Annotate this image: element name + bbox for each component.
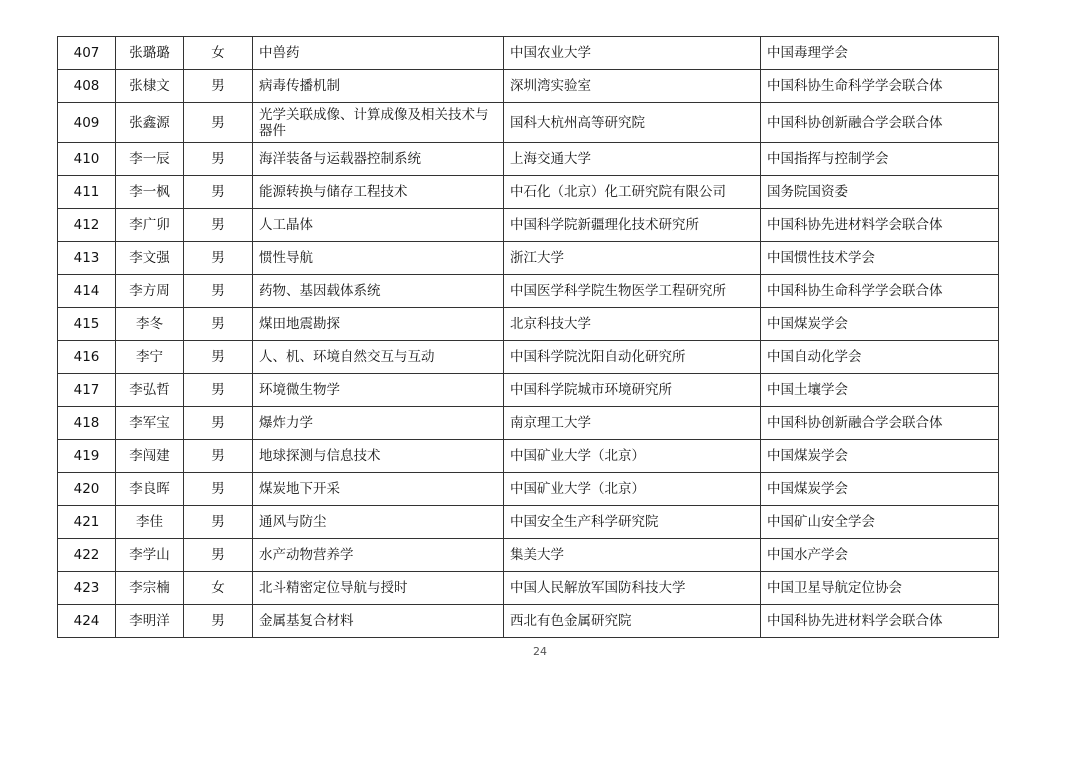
gender-cell: 男 <box>184 103 253 143</box>
row-number-cell: 407 <box>58 37 116 70</box>
gender-cell: 女 <box>184 37 253 70</box>
table-row <box>58 275 999 308</box>
field-cell: 爆炸力学 <box>253 407 504 440</box>
field-cell: 中兽药 <box>253 37 504 70</box>
gender-cell: 男 <box>184 70 253 103</box>
row-number-cell: 424 <box>58 605 116 638</box>
table-row <box>58 242 999 275</box>
field-cell: 光学关联成像、计算成像及相关技术与器件 <box>253 103 504 143</box>
name-cell: 李方周 <box>116 275 184 308</box>
gender-cell: 男 <box>184 506 253 539</box>
society-cell: 中国惯性技术学会 <box>761 242 999 275</box>
name-cell: 张璐璐 <box>116 37 184 70</box>
organization-cell: 西北有色金属研究院 <box>504 605 761 638</box>
name-cell: 李良晖 <box>116 473 184 506</box>
field-cell: 煤田地震勘探 <box>253 308 504 341</box>
name-cell: 李佳 <box>116 506 184 539</box>
organization-cell: 中国科学院新疆理化技术研究所 <box>504 209 761 242</box>
table-row <box>58 308 999 341</box>
society-cell: 中国科协创新融合学会联合体 <box>761 103 999 143</box>
row-number-cell: 421 <box>58 506 116 539</box>
row-number-cell: 409 <box>58 103 116 143</box>
society-cell: 中国水产学会 <box>761 539 999 572</box>
gender-cell: 男 <box>184 176 253 209</box>
gender-cell: 男 <box>184 143 253 176</box>
gender-cell: 男 <box>184 440 253 473</box>
nominee-table <box>57 36 999 638</box>
name-cell: 李广卯 <box>116 209 184 242</box>
row-number-cell: 417 <box>58 374 116 407</box>
gender-cell: 男 <box>184 209 253 242</box>
row-number-cell: 418 <box>58 407 116 440</box>
row-number-cell: 410 <box>58 143 116 176</box>
field-cell: 金属基复合材料 <box>253 605 504 638</box>
name-cell: 李明洋 <box>116 605 184 638</box>
name-cell: 张鑫源 <box>116 103 184 143</box>
name-cell: 李宁 <box>116 341 184 374</box>
organization-cell: 南京理工大学 <box>504 407 761 440</box>
gender-cell: 女 <box>184 572 253 605</box>
table-row <box>58 407 999 440</box>
field-cell: 水产动物营养学 <box>253 539 504 572</box>
page-number: 24 <box>533 645 547 658</box>
organization-cell: 中国农业大学 <box>504 37 761 70</box>
gender-cell: 男 <box>184 308 253 341</box>
field-cell: 惯性导航 <box>253 242 504 275</box>
society-cell: 国务院国资委 <box>761 176 999 209</box>
field-cell: 病毒传播机制 <box>253 70 504 103</box>
row-number-cell: 415 <box>58 308 116 341</box>
society-cell: 中国科协生命科学学会联合体 <box>761 275 999 308</box>
row-number-cell: 420 <box>58 473 116 506</box>
society-cell: 中国煤炭学会 <box>761 308 999 341</box>
gender-cell: 男 <box>184 605 253 638</box>
society-cell: 中国科协先进材料学会联合体 <box>761 605 999 638</box>
table-row <box>58 176 999 209</box>
row-number-cell: 419 <box>58 440 116 473</box>
organization-cell: 中国安全生产科学研究院 <box>504 506 761 539</box>
table-row <box>58 440 999 473</box>
row-number-cell: 423 <box>58 572 116 605</box>
society-cell: 中国矿山安全学会 <box>761 506 999 539</box>
society-cell: 中国煤炭学会 <box>761 440 999 473</box>
organization-cell: 集美大学 <box>504 539 761 572</box>
table-row <box>58 374 999 407</box>
name-cell: 张棣文 <box>116 70 184 103</box>
field-cell: 通风与防尘 <box>253 506 504 539</box>
society-cell: 中国煤炭学会 <box>761 473 999 506</box>
society-cell: 中国自动化学会 <box>761 341 999 374</box>
table-row <box>58 341 999 374</box>
row-number-cell: 408 <box>58 70 116 103</box>
field-cell: 海洋装备与运载器控制系统 <box>253 143 504 176</box>
field-cell: 能源转换与储存工程技术 <box>253 176 504 209</box>
row-number-cell: 413 <box>58 242 116 275</box>
gender-cell: 男 <box>184 407 253 440</box>
table-row <box>58 506 999 539</box>
organization-cell: 浙江大学 <box>504 242 761 275</box>
name-cell: 李闯建 <box>116 440 184 473</box>
name-cell: 李军宝 <box>116 407 184 440</box>
row-number-cell: 422 <box>58 539 116 572</box>
organization-cell: 中国科学院城市环境研究所 <box>504 374 761 407</box>
society-cell: 中国科协先进材料学会联合体 <box>761 209 999 242</box>
table-row <box>58 37 999 70</box>
society-cell: 中国科协创新融合学会联合体 <box>761 407 999 440</box>
organization-cell: 中国医学科学院生物医学工程研究所 <box>504 275 761 308</box>
name-cell: 李弘哲 <box>116 374 184 407</box>
table-row <box>58 209 999 242</box>
row-number-cell: 411 <box>58 176 116 209</box>
society-cell: 中国毒理学会 <box>761 37 999 70</box>
name-cell: 李学山 <box>116 539 184 572</box>
organization-cell: 深圳湾实验室 <box>504 70 761 103</box>
field-cell: 北斗精密定位导航与授时 <box>253 572 504 605</box>
field-cell: 人、机、环境自然交互与互动 <box>253 341 504 374</box>
gender-cell: 男 <box>184 341 253 374</box>
gender-cell: 男 <box>184 473 253 506</box>
organization-cell: 上海交通大学 <box>504 143 761 176</box>
organization-cell: 中国矿业大学（北京） <box>504 440 761 473</box>
table-row <box>58 143 999 176</box>
field-cell: 人工晶体 <box>253 209 504 242</box>
name-cell: 李文强 <box>116 242 184 275</box>
organization-cell: 中国矿业大学（北京） <box>504 473 761 506</box>
table-row <box>58 103 999 143</box>
table-row <box>58 539 999 572</box>
table-row <box>58 572 999 605</box>
row-number-cell: 416 <box>58 341 116 374</box>
table-row <box>58 605 999 638</box>
table-body <box>58 37 999 638</box>
row-number-cell: 414 <box>58 275 116 308</box>
gender-cell: 男 <box>184 275 253 308</box>
name-cell: 李一辰 <box>116 143 184 176</box>
organization-cell: 北京科技大学 <box>504 308 761 341</box>
society-cell: 中国土壤学会 <box>761 374 999 407</box>
gender-cell: 男 <box>184 539 253 572</box>
organization-cell: 中国人民解放军国防科技大学 <box>504 572 761 605</box>
field-cell: 煤炭地下开采 <box>253 473 504 506</box>
society-cell: 中国科协生命科学学会联合体 <box>761 70 999 103</box>
name-cell: 李冬 <box>116 308 184 341</box>
field-cell: 药物、基因载体系统 <box>253 275 504 308</box>
organization-cell: 中国科学院沈阳自动化研究所 <box>504 341 761 374</box>
gender-cell: 男 <box>184 242 253 275</box>
row-number-cell: 412 <box>58 209 116 242</box>
society-cell: 中国卫星导航定位协会 <box>761 572 999 605</box>
organization-cell: 国科大杭州高等研究院 <box>504 103 761 143</box>
name-cell: 李宗楠 <box>116 572 184 605</box>
field-cell: 地球探测与信息技术 <box>253 440 504 473</box>
name-cell: 李一枫 <box>116 176 184 209</box>
table-row <box>58 70 999 103</box>
gender-cell: 男 <box>184 374 253 407</box>
society-cell: 中国指挥与控制学会 <box>761 143 999 176</box>
field-cell: 环境微生物学 <box>253 374 504 407</box>
table-row <box>58 473 999 506</box>
organization-cell: 中石化（北京）化工研究院有限公司 <box>504 176 761 209</box>
